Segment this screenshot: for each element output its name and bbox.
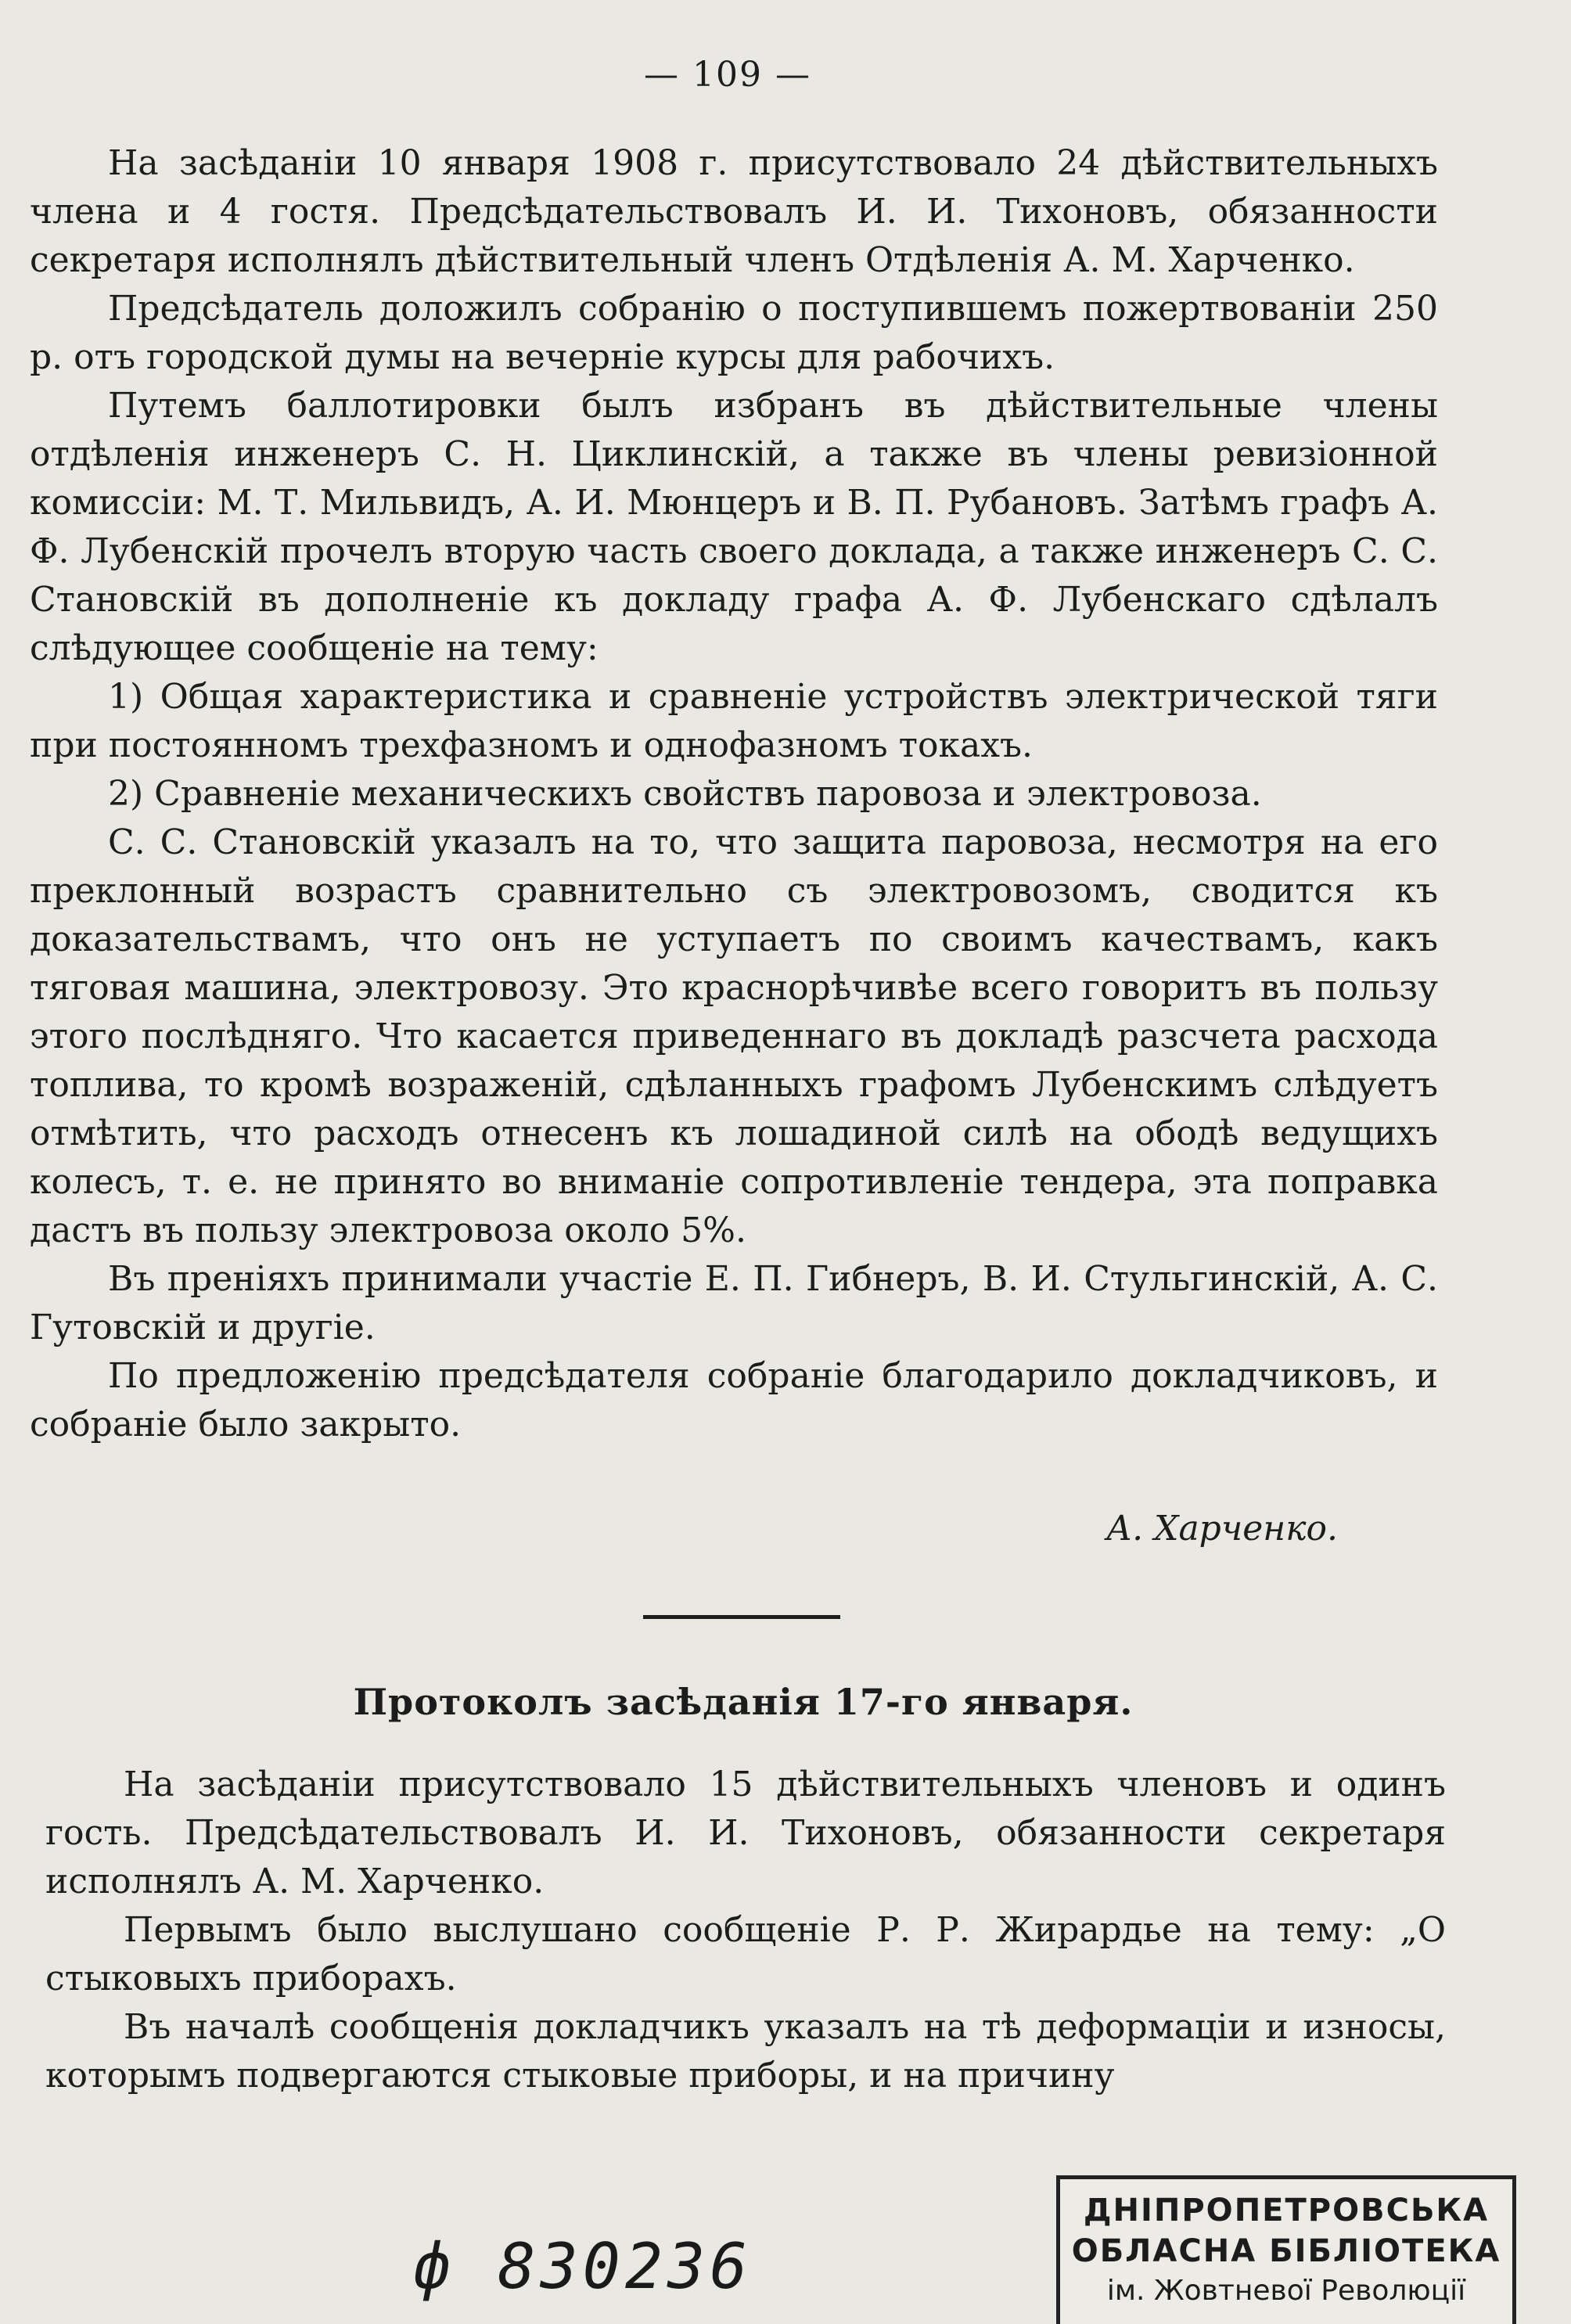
section-heading: Протоколъ засѣданія 17-го января. (353, 1681, 1134, 1723)
section-divider (643, 1615, 840, 1619)
paragraph: Въ началѣ сообщенія докладчикъ указалъ на тѣ деформаціи и износы, которымъ подвергаются стыковые приборы, и на причину (45, 2007, 1446, 2096)
minutes-jan-17 (45, 1761, 1446, 2100)
paragraph: Въ преніяхъ принимали участіе Е. П. Гибнеръ, В. И. Стульгинскій, А. С. Гутовскій и другіе. (30, 1259, 1438, 1347)
signature: А. Харченко. (1105, 1509, 1338, 1549)
stamp-line: ДНІПРОПЕТРОВСЬКА (1083, 2193, 1490, 2229)
inventory-number: ф 830236 (413, 2230, 753, 2303)
paragraph: Предсѣдатель доложилъ собранію о поступившемъ пожертвованіи 250 р. отъ городской думы на вечерніе курсы для рабочихъ. (30, 289, 1438, 377)
paragraph: На засѣданіи присутствовало 15 дѣйствительныхъ членовъ и одинъ гость. Предсѣдательствовалъ И. И. Тихоновъ, обязанности секретаря исполнялъ А. М. Харченко. (45, 1765, 1446, 1901)
stamp-line: ОБЛАСНА БІБЛІОТЕКА (1071, 2233, 1501, 2269)
paragraph: По предложенію предсѣдателя собраніе благодарило докладчиковъ, и собраніе было закрыто. (30, 1356, 1438, 1444)
list-item: 2) Сравненіе механическихъ свойствъ паровоза и электровоза. (108, 774, 1262, 814)
paragraph: Путемъ баллотировки былъ избранъ въ дѣйствительные члены отдѣленія инженеръ С. Н. Циклинскій, а также въ члены ревизіонной комиссіи: М. Т. Мильвидъ, А. И. Мюнцеръ и В. П. Рубановъ. Затѣмъ графъ А. Ф. Лубенскій прочелъ вторую часть своего доклада, а также инженеръ С. С. Становскій въ дополненіе къ докладу графа А. Ф. Лубенскаго сдѣлалъ слѣдующее сообщеніе на тему: (30, 386, 1438, 668)
page-number: — 109 — (644, 55, 811, 95)
list-item: 1) Общая характеристика и сравненіе устройствъ электрической тяги при постоянномъ трехфазномъ и однофазномъ токахъ. (30, 677, 1438, 765)
library-stamp (1056, 2175, 1516, 2324)
minutes-jan-10 (30, 139, 1438, 1449)
stamp-line: ім. Жовтневої Революції (1106, 2275, 1466, 2307)
paragraph: На засѣданіи 10 января 1908 г. присутствовало 24 дѣйствительныхъ члена и 4 гостя. Предсѣдательствовалъ И. И. Тихоновъ, обязанности секретаря исполнялъ дѣйствительный членъ Отдѣленія А. М. Харченко. (30, 143, 1438, 280)
paragraph: Первымъ было выслушано сообщеніе Р. Р. Жирардье на тему: „О стыковыхъ приборахъ. (45, 1910, 1446, 1998)
paragraph: С. С. Становскій указалъ на то, что защита паровоза, несмотря на его преклонный возрастъ сравнительно съ электровозомъ, сводится къ доказательствамъ, что онъ не уступаетъ по своимъ качествамъ, какъ тяговая машина, электровозу. Это краснорѣчивѣе всего говоритъ въ пользу этого послѣдняго. Что касается приведеннаго въ докладѣ разсчета расхода топлива, то кромѣ возраженій, сдѣланныхъ графомъ Лубенскимъ слѣдуетъ отмѣтить, что расходъ отнесенъ къ лошадиной силѣ на ободѣ ведущихъ колесъ, т. е. не принято во вниманіе сопротивленіе тендера, эта поправка дастъ въ пользу электровоза около 5%. (30, 822, 1438, 1250)
